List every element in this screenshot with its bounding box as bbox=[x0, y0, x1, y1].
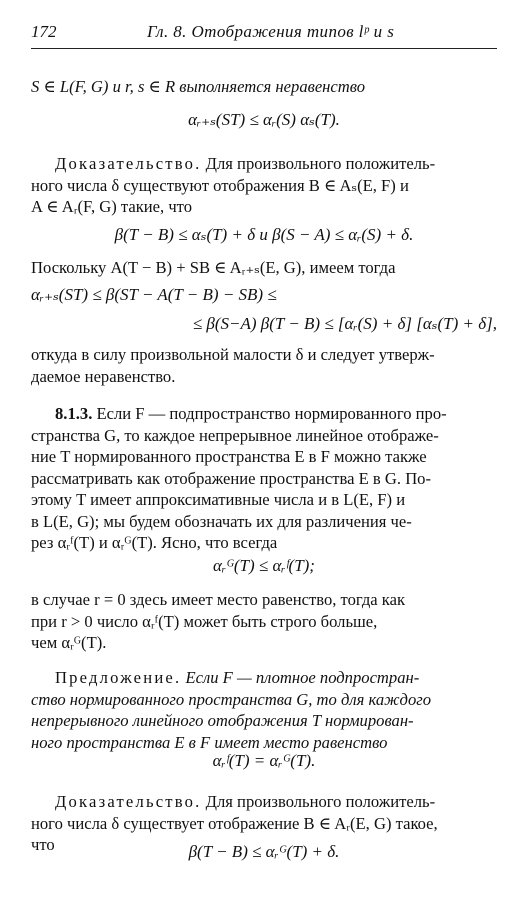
section-line-1: Если F — подпространство нормированного про- bbox=[92, 404, 447, 423]
formula-2: β(T − B) ≤ αₛ(T) + δ и β(S − A) ≤ αᵣ(S) + δ. bbox=[114, 225, 414, 244]
proposition-line-3: непрерывного линейного отображения T нормирован- bbox=[31, 711, 414, 730]
proof-1-line-3: A ∈ Aᵣ(F, G) такие, что bbox=[31, 197, 193, 216]
proof-2-line-1: Доказательство. Для произвольного положитель- bbox=[55, 792, 436, 811]
formula-1: αᵣ₊ₛ(ST) ≤ αᵣ(S) αₛ(T). bbox=[188, 110, 340, 129]
proposition-line-4: ного пространства E в F имеет место равенство bbox=[31, 732, 388, 752]
proposition-label: Предложение. bbox=[55, 668, 182, 687]
section-line-5: этому T имеет аппроксимативные числа и в L(E, F) и bbox=[31, 490, 406, 509]
proposition-line-2: ство нормированного пространства G, то для каждого bbox=[31, 689, 432, 709]
formula-5: αᵣᶠ(T) = αᵣᴳ(T). bbox=[212, 751, 316, 770]
conclusion-paragraph bbox=[31, 344, 497, 387]
section-line-6: в L(E, G); мы будем обозначать их для различения че- bbox=[31, 511, 412, 531]
page-number: 172 bbox=[31, 22, 57, 41]
conclusion-line-1: откуда в силу произвольной малости δ и следует утверж- bbox=[31, 345, 435, 364]
case-line-2: при r > 0 число αᵣᶠ(T) может быть строго больше, bbox=[31, 611, 378, 631]
proposition-line-1: Если F — плотное подпростран- bbox=[181, 668, 420, 687]
section-8-1-3 bbox=[31, 403, 497, 554]
case-line-1: в случае r = 0 здесь имеет место равенство, тогда как bbox=[31, 590, 406, 609]
section-line-2: странства G, то каждое непрерывное линейное отображе- bbox=[31, 425, 439, 445]
conclusion-line-2: даемое неравенство. bbox=[31, 366, 176, 386]
section-number: 8.1.3. bbox=[55, 404, 93, 423]
since-line: Поскольку A(T − B) + SB ∈ Aᵣ₊ₛ(E, G), имеем тогда bbox=[31, 258, 396, 277]
intro-line: S ∈ L(F, G) и r, s ∈ R выполняется неравенство bbox=[31, 77, 366, 96]
running-title: Гл. 8. Отображения типов lᵖ и s bbox=[147, 22, 395, 41]
proof-label: Доказательство. bbox=[55, 154, 202, 173]
proposition-paragraph bbox=[31, 667, 497, 753]
proof-1-line-1: Доказательство. Для произвольного положитель- bbox=[55, 154, 436, 173]
section-line-7: рез αᵣᶠ(T) и αᵣᴳ(T). Ясно, что всегда bbox=[31, 533, 278, 552]
proof-1-paragraph bbox=[31, 153, 497, 218]
formula-4: αᵣᴳ(T) ≤ αᵣᶠ(T); bbox=[213, 556, 315, 575]
running-header bbox=[31, 22, 497, 44]
section-line-4: рассматривать как отображение пространства E в G. По- bbox=[31, 468, 431, 488]
formula-6: β(T − B) ≤ αᵣᴳ(T) + δ. bbox=[188, 842, 340, 861]
section-line-3: ние T нормированного пространства E в F можно также bbox=[31, 447, 427, 466]
proof-1-line-2: ного числа δ существуют отображения B ∈ Aₛ(E, F) и bbox=[31, 175, 409, 195]
proof-label: Доказательство. bbox=[55, 792, 202, 811]
case-line-3: чем αᵣᴳ(T). bbox=[31, 633, 107, 652]
header-rule bbox=[31, 48, 497, 49]
proof-2-line-2: ного числа δ существует отображение B ∈ Aᵣ(E, G) такое, bbox=[31, 813, 438, 833]
case-paragraph bbox=[31, 589, 497, 654]
formula-3a: αᵣ₊ₛ(ST) ≤ β(ST − A(T − B) − SB) ≤ bbox=[31, 285, 277, 304]
proof-2-line-3: что bbox=[31, 835, 55, 854]
formula-3b: ≤ β(S−A) β(T − B) ≤ [αᵣ(S) + δ] [αₛ(T) + δ], bbox=[192, 314, 497, 333]
